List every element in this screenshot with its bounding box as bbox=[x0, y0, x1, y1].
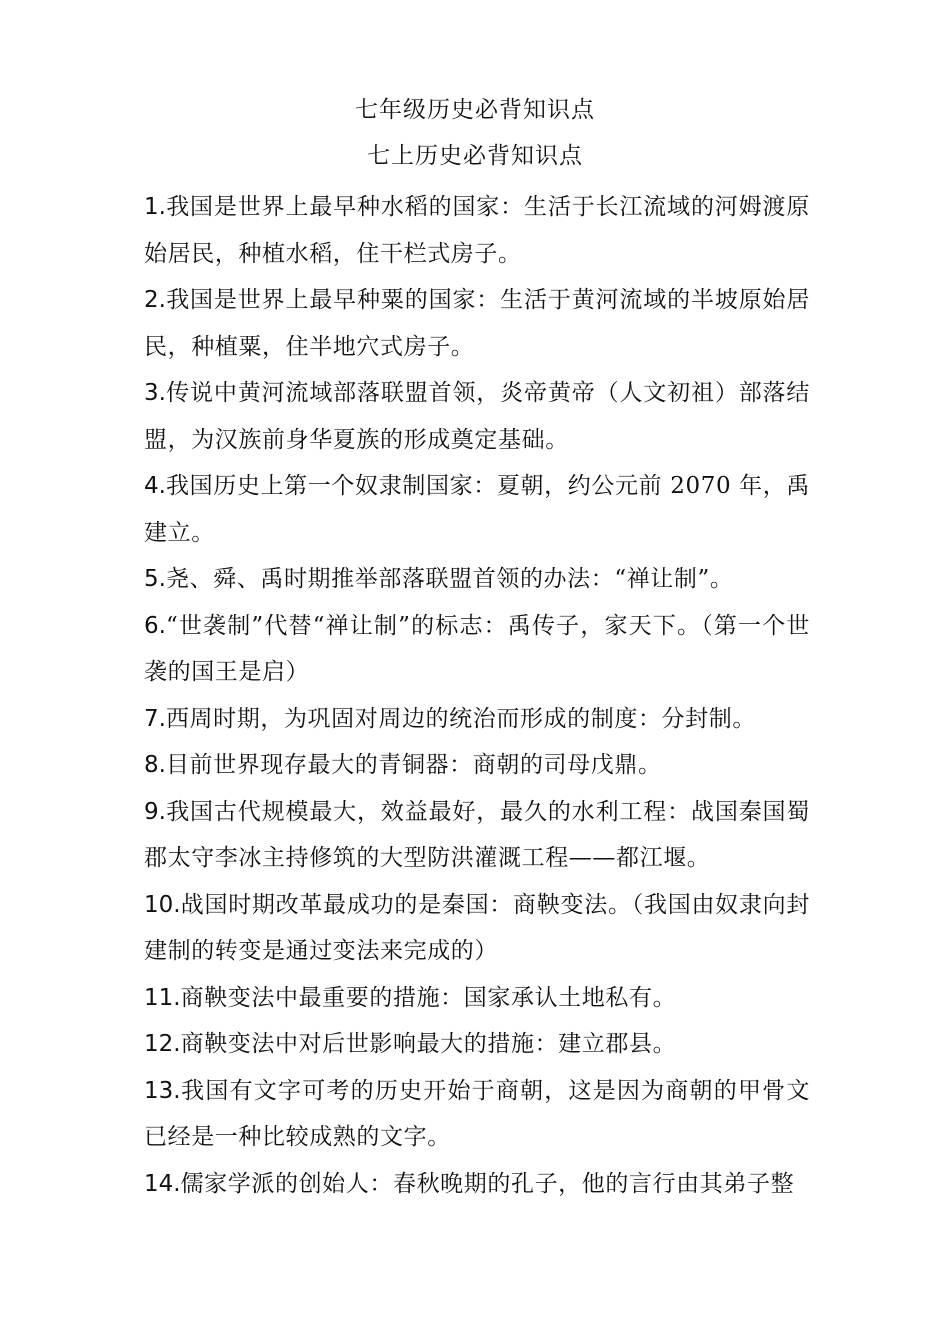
list-item bbox=[144, 742, 810, 789]
item-number: 11. bbox=[144, 984, 181, 1011]
list-item bbox=[144, 603, 810, 696]
item-number: 10. bbox=[144, 891, 181, 918]
item-number: 6. bbox=[144, 612, 166, 639]
item-text: 西周时期，为巩固对周边的统治而形成的制度：分封制。 bbox=[165, 705, 756, 732]
item-number: 14. bbox=[144, 1170, 181, 1197]
document-subtitle: 七上历史必背知识点 bbox=[367, 143, 583, 169]
item-text: 我国古代规模最大，效益最好，最久的水利工程：战国秦国蜀郡太守李冰主持修筑的大型防洪灌溉工程——都江堰。 bbox=[144, 798, 810, 871]
item-text: 商鞅变法中对后世影响最大的措施：建立郡县。 bbox=[180, 1031, 677, 1057]
list-item bbox=[144, 975, 810, 1022]
list-item bbox=[144, 1068, 810, 1161]
list-item bbox=[144, 463, 810, 556]
item-number: 8. bbox=[144, 752, 166, 778]
knowledge-point-list bbox=[144, 184, 810, 1207]
item-text: 我国历史上第一个奴隶制国家：夏朝，约公元前 2070 年，禹建立。 bbox=[144, 473, 810, 546]
item-text: 战国时期改革最成功的是秦国：商鞅变法。（我国由奴隶向封建制的转变是通过变法来完成的） bbox=[144, 891, 810, 964]
item-text: 商鞅变法中最重要的措施：国家承认土地私有。 bbox=[180, 984, 677, 1011]
item-number: 3. bbox=[144, 380, 166, 406]
item-number: 2. bbox=[144, 287, 166, 313]
item-number: 13. bbox=[144, 1077, 181, 1104]
list-item bbox=[144, 789, 810, 882]
list-item bbox=[144, 696, 810, 743]
item-text: 儒家学派的创始人：春秋晚期的孔子，他的言行由其弟子整 bbox=[180, 1170, 795, 1197]
list-item bbox=[144, 1161, 810, 1208]
item-number: 4. bbox=[144, 473, 166, 499]
list-item bbox=[144, 370, 810, 463]
item-text: 目前世界现存最大的青铜器：商朝的司母戊鼎。 bbox=[165, 752, 662, 778]
item-text: 我国是世界上最早种水稻的国家：生活于长江流域的河姆渡原始居民，种植水稻，住干栏式房子。 bbox=[144, 194, 810, 267]
item-text: “世袭制”代替“禅让制”的标志：禹传子，家天下。（第一个世袭的国王是启） bbox=[144, 612, 810, 685]
item-text: 尧、舜、禹时期推举部落联盟首领的办法：“禅让制”。 bbox=[165, 566, 734, 592]
list-item bbox=[144, 184, 810, 277]
item-number: 9. bbox=[144, 798, 166, 825]
document-title: 七年级历史必背知识点 bbox=[355, 97, 595, 123]
list-item bbox=[144, 556, 810, 603]
item-text: 传说中黄河流域部落联盟首领，炎帝黄帝（人文初祖）部落结盟，为汉族前身华夏族的形成奠定基础。 bbox=[144, 380, 810, 453]
item-number: 5. bbox=[144, 566, 166, 592]
item-number: 7. bbox=[144, 705, 166, 732]
list-item bbox=[144, 277, 810, 370]
item-text: 我国有文字可考的历史开始于商朝，这是因为商朝的甲骨文已经是一种比较成熟的文字。 bbox=[144, 1077, 810, 1150]
list-item bbox=[144, 882, 810, 975]
item-number: 12. bbox=[144, 1031, 181, 1057]
item-text: 我国是世界上最早种粟的国家：生活于黄河流域的半坡原始居民，种植粟，住半地穴式房子。 bbox=[144, 287, 810, 360]
list-item bbox=[144, 1021, 810, 1068]
item-number: 1. bbox=[144, 194, 166, 220]
